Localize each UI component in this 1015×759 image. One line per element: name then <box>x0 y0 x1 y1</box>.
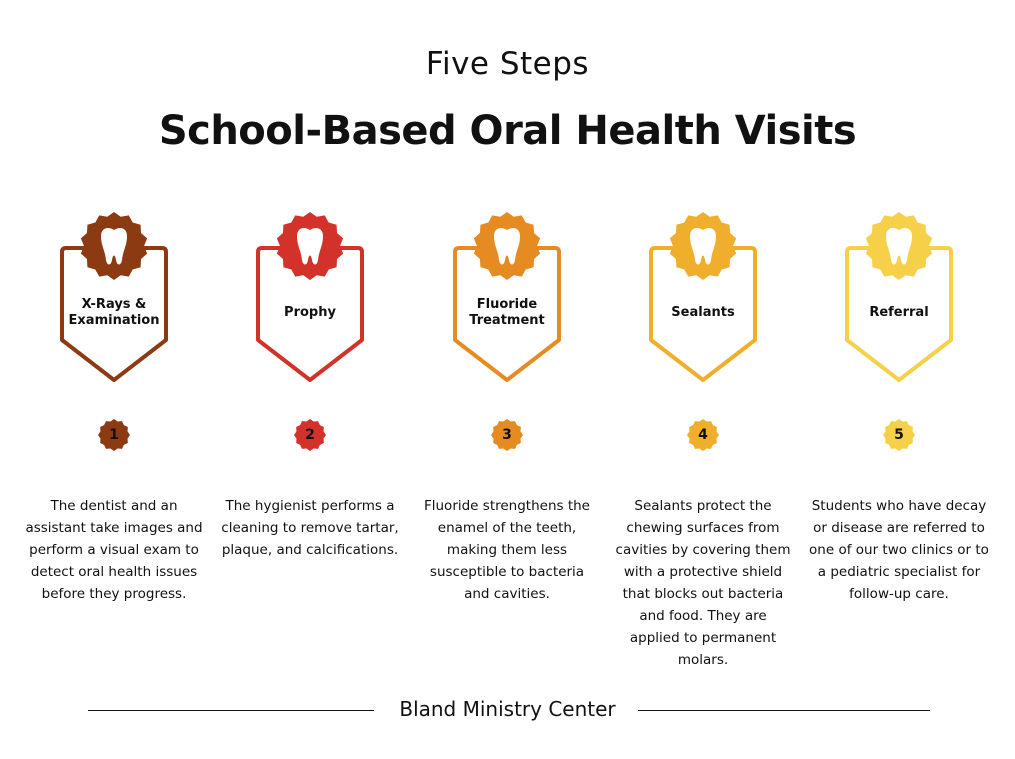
step-label: Referral <box>869 305 929 320</box>
step-description: Students who have decay or disease are referred to one of our two clinics or to a pediatric specialist for follow-up care. <box>809 498 989 602</box>
step-number: 2 <box>305 427 315 443</box>
step-description: The dentist and an assistant take images and perform a visual exam to detect oral health issues before they progress. <box>25 498 203 602</box>
step-number-badge <box>294 419 326 451</box>
step-number-badge <box>883 419 915 451</box>
step-number-badge <box>687 419 719 451</box>
step-description: Sealants protect the chewing surfaces from cavities by covering them with a protective shield that blocks out bacteria and food. They are applied to permanent molars. <box>615 498 791 668</box>
step-5 <box>799 210 999 680</box>
step-number-badge <box>491 419 523 451</box>
step-number: 1 <box>109 427 119 443</box>
step-label: Sealants <box>671 305 735 320</box>
step-description: The hygienist performs a cleaning to remove tartar, plaque, and calcifications. <box>221 498 399 558</box>
footer-divider-right <box>638 710 930 711</box>
step-number-badge <box>98 419 130 451</box>
page-title: School-Based Oral Health Visits <box>158 108 857 154</box>
subtitle: Five Steps <box>425 46 590 82</box>
step-number: 4 <box>698 427 708 443</box>
step-number: 3 <box>502 427 512 443</box>
step-label: Fluoride Treatment <box>469 297 545 328</box>
step-4 <box>603 210 803 680</box>
step-1 <box>14 210 214 680</box>
step-label: Prophy <box>284 305 336 320</box>
footer-organization: Bland Ministry Center <box>399 697 616 721</box>
step-description: Fluoride strengthens the enamel of the teeth, making them less susceptible to bacteria and cavities. <box>423 498 590 602</box>
footer-divider-left <box>88 710 374 711</box>
step-2 <box>210 210 410 680</box>
step-3 <box>407 210 607 680</box>
step-number: 5 <box>894 427 904 443</box>
step-label: X-Rays & Examination <box>68 297 160 328</box>
